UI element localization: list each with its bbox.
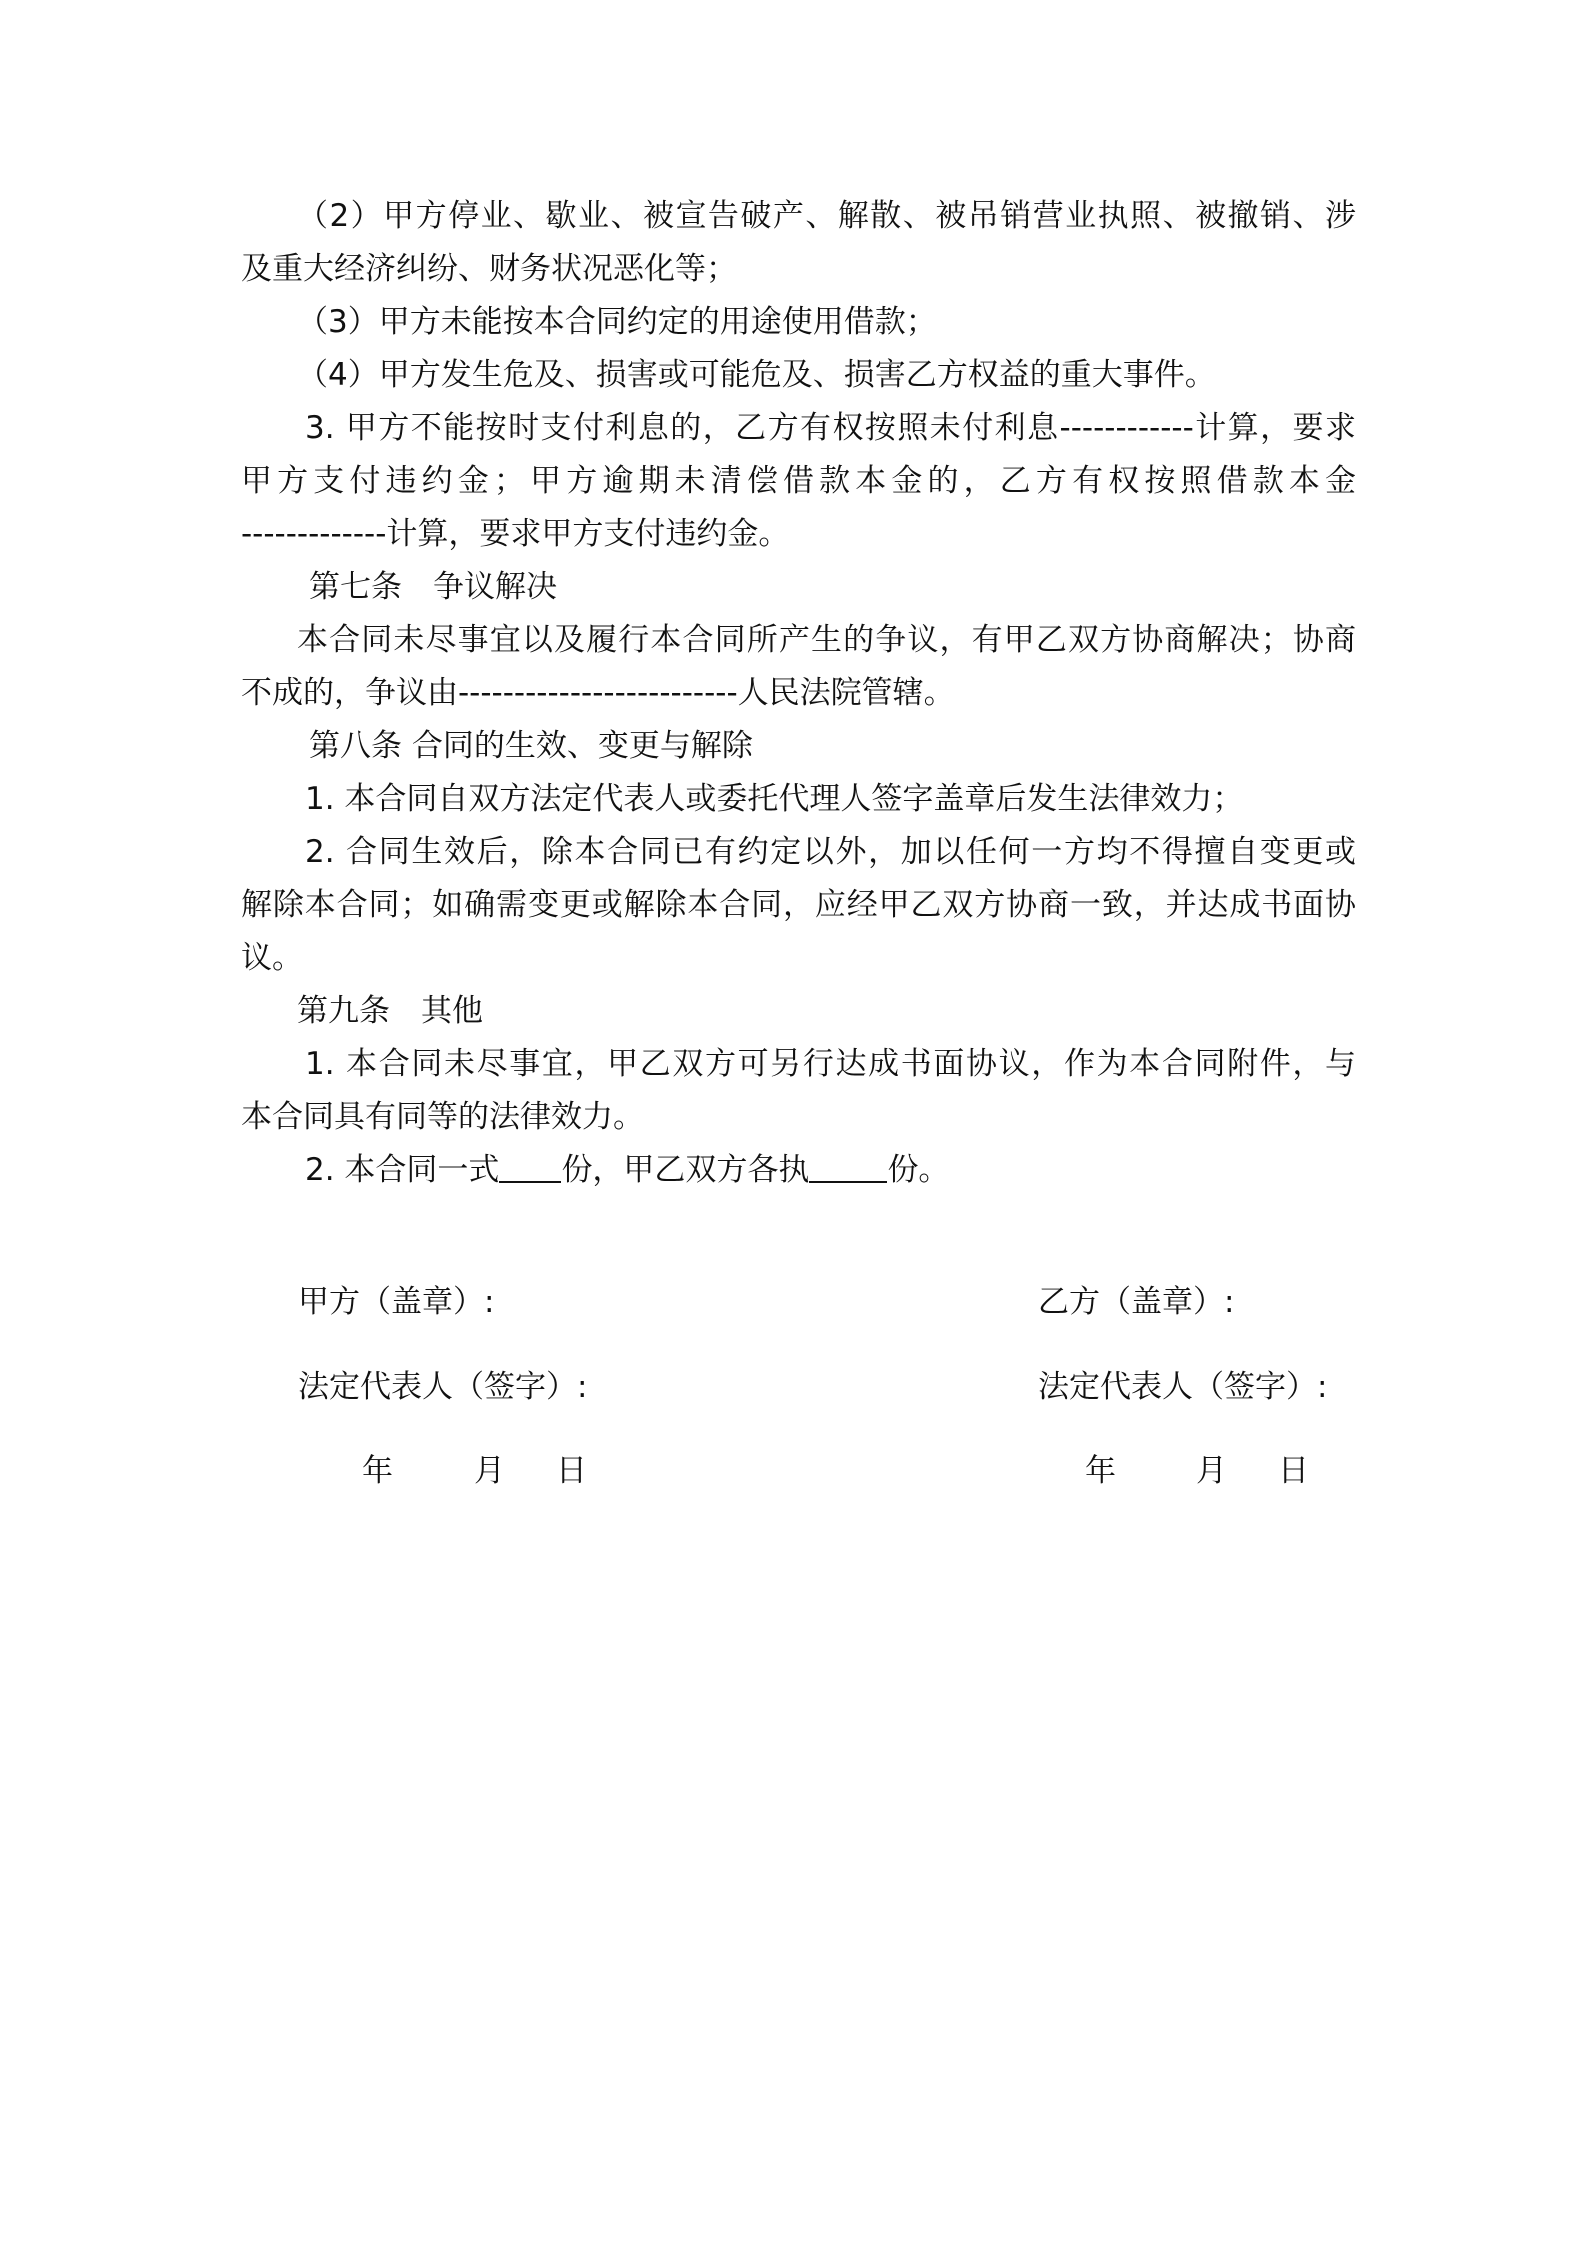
contract-body (241, 190, 1356, 1197)
article-8-heading: 第八条 合同的生效、变更与解除 (309, 728, 753, 764)
copies-text-b: 份，甲乙双方各执 (561, 1152, 810, 1188)
article-7-heading: 第七条 争议解决 (309, 569, 557, 605)
article-7-line-1: 本合同未尽事宜以及履行本合同所产生的争议，有甲乙双方协商解决；协商 (297, 622, 1356, 658)
article-9-heading: 第九条 其他 (297, 993, 483, 1029)
party-a-date-month: 月 (474, 1453, 505, 1489)
party-b-seal-label: 乙方（盖章）: (1038, 1284, 1235, 1320)
party-b-legal-rep-label: 法定代表人（签字）: (1038, 1369, 1328, 1405)
article-8-para-1: 1. 本合同自双方法定代表人或委托代理人签字盖章后发生法律效力； (305, 781, 1244, 817)
clause-item-3: （3）甲方未能按本合同约定的用途使用借款； (297, 304, 937, 340)
clause-item-4: （4）甲方发生危及、损害或可能危及、损害乙方权益的重大事件。 (297, 357, 1216, 393)
clause-item-2-line-1: （2）甲方停业、歇业、被宣告破产、解散、被吊销营业执照、被撤销、涉 (297, 198, 1356, 234)
party-a-date-year: 年 (362, 1453, 393, 1489)
article-8-para-2-line-3: 议。 (241, 940, 303, 976)
copies-total-blank (499, 1151, 561, 1183)
party-b-date-month: 月 (1196, 1453, 1227, 1489)
copies-text-c: 份。 (887, 1152, 950, 1188)
article-9-para-1-line-2: 本合同具有同等的法律效力。 (241, 1099, 644, 1135)
party-a-seal-label: 甲方（盖章）: (298, 1284, 495, 1320)
article-9-para-1-line-1: 1. 本合同未尽事宜，甲乙双方可另行达成书面协议，作为本合同附件，与 (305, 1046, 1356, 1082)
article-7-line-2: 不成的，争议由-------------------------人民法院管辖。 (241, 675, 955, 711)
article-9-para-2 (241, 1144, 1356, 1197)
copies-text-a: 2. 本合同一式 (305, 1152, 500, 1188)
clause-3-line-2: 甲方支付违约金；甲方逾期未清偿借款本金的，乙方有权按照借款本金 (241, 463, 1356, 499)
party-a-date-day: 日 (556, 1453, 587, 1489)
copies-each-blank (809, 1151, 887, 1183)
article-8-para-2-line-2: 解除本合同；如确需变更或解除本合同，应经甲乙双方协商一致，并达成书面协 (241, 887, 1356, 923)
clause-3-line-3: -------------计算，要求甲方支付违约金。 (241, 516, 790, 552)
party-b-date-day: 日 (1278, 1453, 1309, 1489)
clause-3-line-1: 3. 甲方不能按时支付利息的，乙方有权按照未付利息------------计算，要求 (305, 410, 1356, 446)
party-b-date-year: 年 (1085, 1453, 1116, 1489)
article-8-para-2-line-1: 2. 合同生效后，除本合同已有约定以外，加以任何一方均不得擅自变更或 (305, 834, 1356, 870)
party-a-legal-rep-label: 法定代表人（签字）: (298, 1369, 588, 1405)
clause-item-2-line-2: 及重大经济纠纷、财务状况恶化等； (241, 251, 737, 287)
